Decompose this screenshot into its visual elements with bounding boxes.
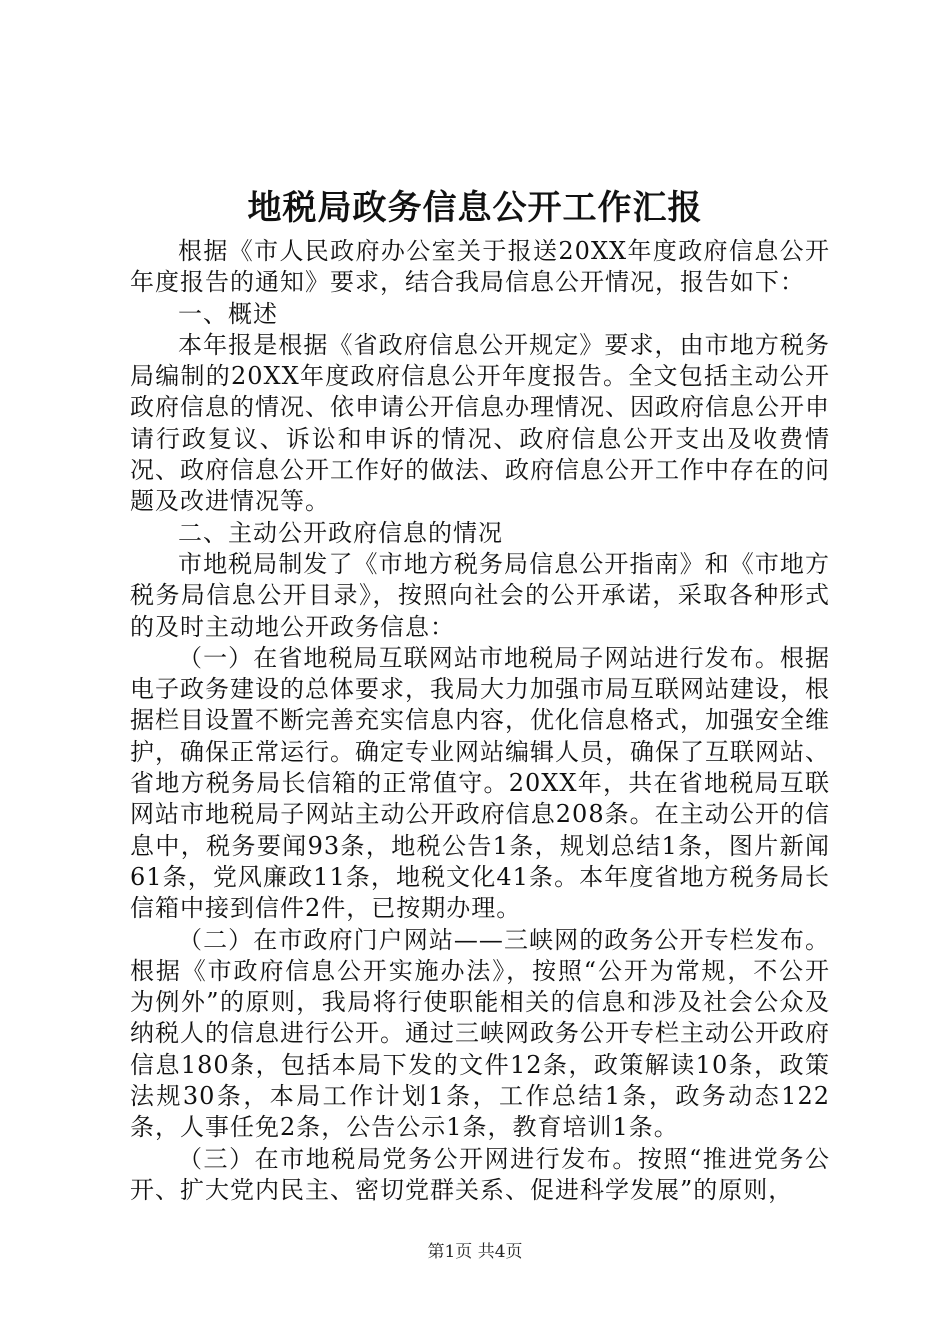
section-heading-active-disclosure: 二、主动公开政府信息的情况 — [178, 518, 503, 547]
page-number-footer: 第1页 共4页 — [427, 1242, 523, 1262]
subsection-website-paragraph: （一）在省地税局互联网站市地税局子网站进行发布。根据电子政务建设的总体要求，我局大力加强市局互联网站建设，根据栏目设置不断完善充实信息内容，优化信息格式，加强安全维护，确保正常运行。确定专业网站编辑人员，确保了互联网站、省地方税务局长信箱的正常值守。20XX年，共在省地税局互联网站市地税局子网站主动公开政府信息208条。在主动公开的信息中，税务要闻93条，地税公告1条，规划总结1条，图片新闻61条，党风廉政11条，地税文化41条。本年度省地方税务局长信箱中接到信件2件，已按期办理。 — [130, 643, 830, 923]
document-title: 地税局政务信息公开工作汇报 — [247, 188, 703, 228]
section-heading-overview: 一、概述 — [178, 299, 278, 328]
subsection-party-affairs-paragraph: （三）在市地税局党务公开网进行发布。按照“推进党务公开、扩大党内民主、密切党群关系、促进科学发展”的原则， — [130, 1144, 830, 1204]
active-disclosure-paragraph: 市地税局制发了《市地方税务局信息公开指南》和《市地方税务局信息公开目录》，按照向社会的公开承诺，采取各种形式的及时主动地公开政务信息： — [130, 549, 830, 641]
subsection-portal-paragraph: （二）在市政府门户网站——三峡网的政务公开专栏发布。根据《市政府信息公开实施办法》，按照“公开为常规，不公开为例外”的原则，我局将行使职能相关的信息和涉及社会公众及纳税人的信息进行公开。通过三峡网政务公开专栏主动公开政府信息180条，包括本局下发的文件12条，政策解读10条，政策法规30条，本局工作计划1条，工作总结1条，政务动态122条，人事任免2条，公告公示1条，教育培训1条。 — [130, 925, 830, 1142]
overview-paragraph: 本年报是根据《省政府信息公开规定》要求，由市地方税务局编制的20XX年度政府信息公开年度报告。全文包括主动公开政府信息的情况、依申请公开信息办理情况、因政府信息公开申请行政复议、诉讼和申诉的情况、政府信息公开支出及收费情况、政府信息公开工作好的做法、政府信息公开工作中存在的问题及改进情况等。 — [130, 330, 830, 516]
document-body — [130, 236, 830, 1206]
intro-paragraph: 根据《市人民政府办公室关于报送20XX年度政府信息公开年度报告的通知》要求，结合我局信息公开情况，报告如下： — [130, 237, 830, 297]
